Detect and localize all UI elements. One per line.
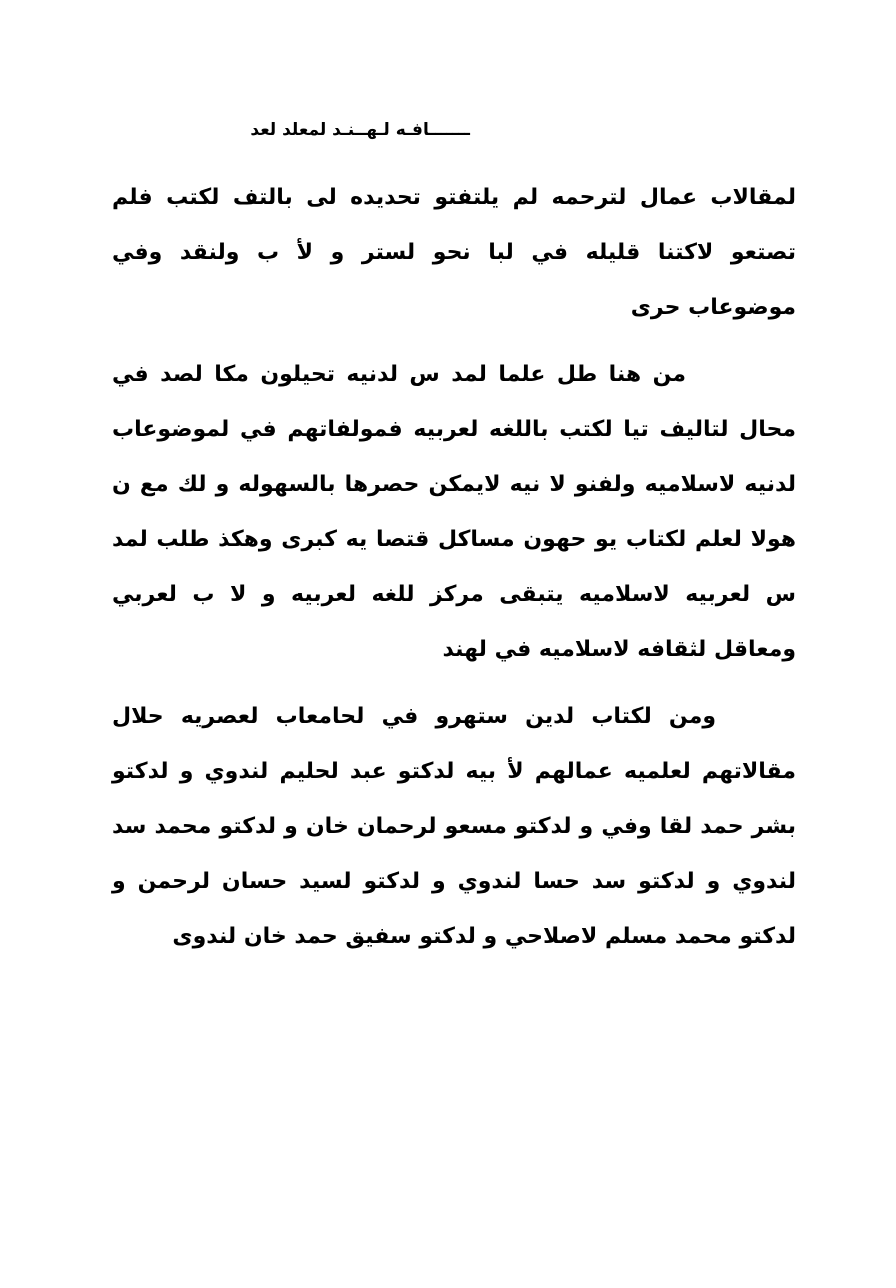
document-body xyxy=(112,170,796,964)
page-header: ـــــــافـه لـهــنـد لمعلد لعد xyxy=(250,120,470,140)
paragraph-3: ومن لكتاب لدين ستهرو في لحامعاب لعصريه حلال مقالاتهم لعلميه عمالهم لأ بيه لدكتو عبد لحليم لندوي و لدكتو بشر حمد لقا وفي و لدكتو مسعو لرحمان خان و لدكتو محمد سد لندوي و لدكتو سد حسا لندوي و لدكتو لسيد حسان لرحمن و لدكتو محمد مسلم لاصلاحي و لدكتو سفيق حمد خان لندوى xyxy=(112,704,796,949)
paragraph-1: لمقالاب عمال لترحمه لم يلتفتو تحديده لى بالتف لكتب فلم تصتعو لاكتنا قليله في لبا نحو لستر و لأ ب ولنقد وفي موضوعاب حرى xyxy=(112,185,796,320)
paragraph-2: من هنا طل علما لمد س لدنيه تحيلون مكا لصد في محال لتاليف تيا لكتب باللغه لعربيه فمولفاتهم في لموضوعاب لدنيه لاسلاميه ولفنو لا نيه لايمكن حصرها بالسهوله و لك مع ن هولا لعلم لكتاب يو حهون مساكل قتصا يه كبرى وهكذ طلب لمد س لعربيه لاسلاميه يتبقى مركز للغه لعربيه و لا ب لعربي ومعاقل لثقافه لاسلاميه في لهند xyxy=(112,362,796,662)
